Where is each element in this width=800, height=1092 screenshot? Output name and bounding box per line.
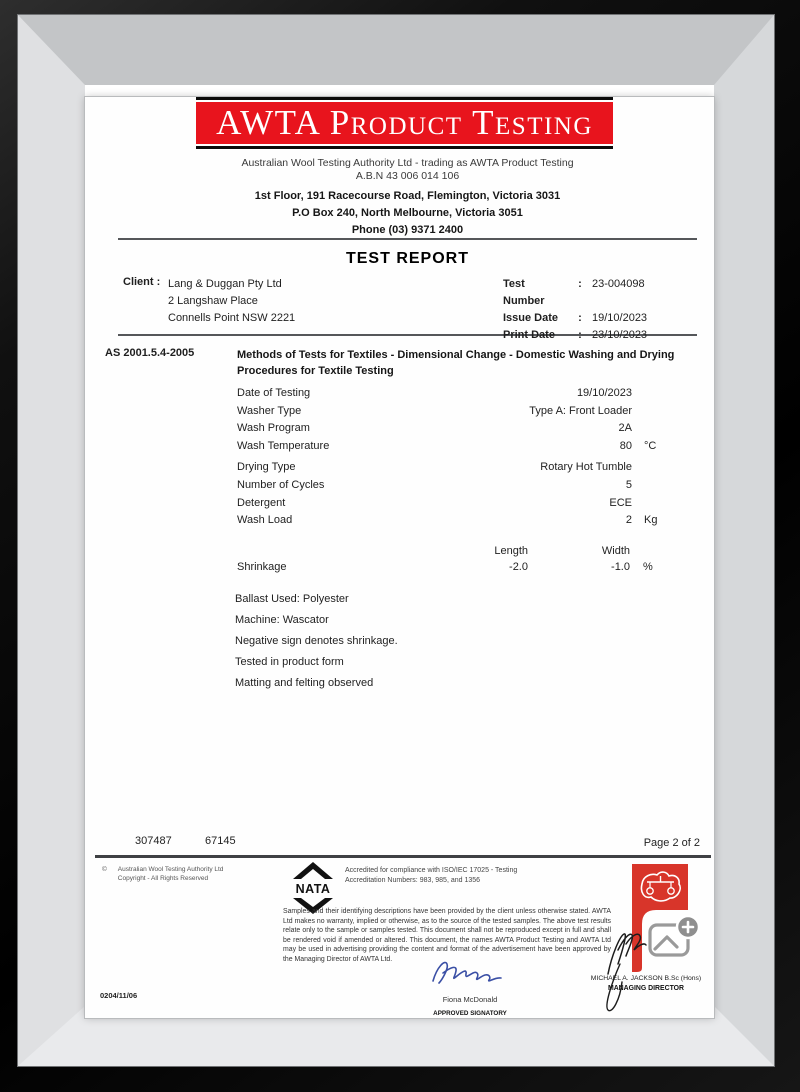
table-row bbox=[85, 479, 714, 497]
copyright-symbol: © bbox=[102, 866, 107, 873]
method-title: Methods of Tests for Textiles - Dimensional Change - Domestic Washing and Drying Procedures for Textile Testing bbox=[237, 349, 675, 377]
header-divider bbox=[118, 238, 697, 240]
note-matting: Matting and felting observed bbox=[235, 676, 374, 689]
param-value: 80 bbox=[619, 439, 632, 452]
client-name: Lang & Duggan Pty Ltd bbox=[168, 278, 282, 290]
reference-number-1: 307487 bbox=[135, 835, 172, 847]
test-report-page bbox=[85, 97, 714, 1018]
table-row bbox=[85, 514, 714, 532]
param-label: Wash Program bbox=[237, 422, 310, 435]
param-value: ECE bbox=[609, 496, 632, 509]
table-row bbox=[85, 497, 714, 515]
param-label: Wash Load bbox=[237, 514, 293, 527]
client-suburb: Connells Point NSW 2221 bbox=[168, 312, 296, 324]
awta-logo-banner bbox=[196, 97, 613, 149]
accreditation-line-2: Accreditation Numbers: 983, 985, and 1356 bbox=[345, 877, 481, 884]
length-column-header: Length bbox=[494, 544, 528, 557]
param-value: Type A: Front Loader bbox=[529, 404, 632, 417]
copyright-line-2: Copyright - All Rights Reserved bbox=[117, 874, 209, 882]
director-title: MANAGING DIRECTOR bbox=[607, 985, 685, 992]
param-label: Washer Type bbox=[237, 404, 302, 417]
director-signature-icon bbox=[590, 930, 672, 1014]
table-row bbox=[85, 461, 714, 479]
param-value: Rotary Hot Tumble bbox=[540, 461, 632, 474]
test-number-value: 23-004098 bbox=[592, 278, 645, 290]
page-footer bbox=[85, 835, 714, 1018]
table-row bbox=[85, 387, 714, 405]
shrinkage-unit: % bbox=[643, 560, 653, 573]
note-machine: Machine: Wascator bbox=[235, 613, 329, 626]
shrinkage-label: Shrinkage bbox=[237, 560, 287, 573]
phone-line: Phone (03) 9371 2400 bbox=[351, 224, 464, 236]
colon: : bbox=[578, 312, 582, 324]
table-row bbox=[85, 422, 714, 440]
notes-section bbox=[85, 593, 714, 689]
note-product-form: Tested in product form bbox=[235, 655, 344, 668]
accreditation-text bbox=[345, 866, 517, 886]
nata-chevron-up-icon bbox=[293, 862, 333, 879]
client-street: 2 Langshaw Place bbox=[168, 295, 258, 307]
param-label: Number of Cycles bbox=[237, 478, 325, 491]
param-value: 5 bbox=[625, 478, 632, 491]
width-column-header: Width bbox=[601, 544, 630, 557]
param-label: Wash Temperature bbox=[237, 439, 330, 452]
param-label: Date of Testing bbox=[237, 387, 311, 399]
awta-logo-text: AWTA Product Testing bbox=[196, 102, 613, 144]
report-meta bbox=[503, 276, 647, 344]
print-date-value: 23/10/2023 bbox=[592, 329, 648, 341]
table-row bbox=[85, 405, 714, 423]
frame-bevel bbox=[18, 15, 774, 1066]
shrinkage-width-value: -1.0 bbox=[611, 560, 630, 573]
shrinkage-header-row bbox=[85, 545, 714, 560]
param-unit: Kg bbox=[644, 514, 658, 527]
footer-divider bbox=[95, 855, 711, 858]
note-negative-sign: Negative sign denotes shrinkage. bbox=[235, 634, 398, 647]
client-address bbox=[168, 276, 295, 327]
param-label: Drying Type bbox=[237, 461, 296, 474]
param-value: 2A bbox=[618, 422, 632, 435]
issue-date-value: 19/10/2023 bbox=[592, 312, 648, 324]
copyright-text bbox=[118, 866, 224, 883]
shrinkage-value-row bbox=[85, 561, 714, 576]
document-code: 0204/11/06 bbox=[100, 991, 138, 1000]
copyright-block bbox=[102, 866, 223, 883]
client-label: Client : bbox=[123, 276, 161, 288]
address-line-1: 1st Floor, 191 Racecourse Road, Flemington, Victoria 3031 bbox=[254, 190, 561, 202]
page-title: TEST REPORT bbox=[345, 250, 469, 267]
signatory-name: Fiona McDonald bbox=[442, 995, 498, 1004]
table-row bbox=[85, 440, 714, 458]
colon: : bbox=[578, 278, 582, 290]
note-ballast: Ballast Used: Polyester bbox=[235, 592, 349, 605]
organisation-line: Australian Wool Testing Authority Ltd - trading as AWTA Product Testing bbox=[241, 157, 574, 169]
accreditation-line-1: Accredited for compliance with ISO/IEC 17025 - Testing bbox=[345, 867, 518, 874]
standard-code: AS 2001.5.4-2005 bbox=[105, 347, 195, 359]
client-meta-block bbox=[85, 276, 714, 341]
colon: : bbox=[578, 329, 582, 341]
param-value: 2 bbox=[625, 514, 632, 527]
page-number: Page 2 of 2 bbox=[643, 837, 700, 849]
reference-number-2: 67145 bbox=[205, 835, 236, 847]
copyright-line-1: Australian Wool Testing Authority Ltd bbox=[117, 866, 224, 873]
method-section bbox=[85, 347, 714, 381]
address-line-2: P.O Box 240, North Melbourne, Victoria 3051 bbox=[292, 207, 523, 219]
param-label: Detergent bbox=[237, 496, 286, 509]
print-date-label: Print Date bbox=[503, 329, 555, 341]
test-parameters bbox=[85, 387, 714, 532]
abn-line: A.B.N 43 006 014 106 bbox=[355, 170, 460, 182]
signatory-title: APPROVED SIGNATORY bbox=[433, 1010, 507, 1017]
disclaimer-text: Samples and their identifying descriptions have been provided by the client unless otherwise stated. AWTA Ltd makes no warranty, implied or otherwise, as to the source of the tested samples. The above test results relate only to the sample or samples tested. This document shall not be reproduced except in full and shall be rendered void if amended or altered. This document, the names AWTA Product Testing and AWTA Ltd may be used in advertising providing the content and format of the advertisement have been approved by the Managing Director of AWTA Ltd. bbox=[283, 908, 611, 963]
shrinkage-length-value: -2.0 bbox=[509, 560, 528, 573]
test-number-label: Test Number bbox=[503, 278, 545, 307]
param-unit: °C bbox=[644, 439, 657, 452]
nata-wordmark: NATA bbox=[295, 882, 331, 896]
issue-date-label: Issue Date bbox=[503, 312, 559, 324]
param-value: 19/10/2023 bbox=[576, 387, 632, 399]
director-name: MICHAEL A. JACKSON B.Sc (Hons) bbox=[590, 975, 702, 982]
signatory-signature-icon bbox=[427, 955, 511, 991]
